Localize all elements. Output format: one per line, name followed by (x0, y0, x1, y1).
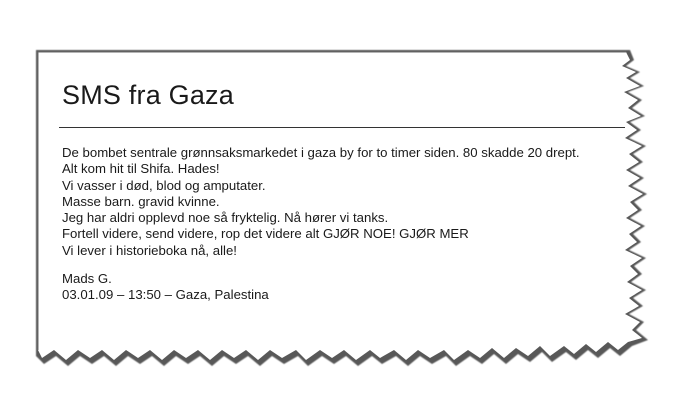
clipping-content (62, 78, 622, 303)
dateline: 03.01.09 – 13:50 – Gaza, Palestina (62, 287, 269, 303)
author-name: Mads G. (62, 271, 112, 286)
message-line: Masse barn. gravid kvinne. (62, 193, 220, 209)
signature-block (62, 271, 269, 304)
message-line: Jeg har aldri opplevd noe så fryktelig. Nå hører vi tanks. (62, 210, 389, 226)
message-line: Vi vasser i død, blod og amputater. (62, 177, 266, 193)
message-line: Fortell videre, send videre, rop det videre alt GJØR NOE! GJØR MER (62, 226, 469, 242)
message-line: Vi lever i historieboka nå, alle! (62, 242, 237, 258)
message-body (62, 145, 580, 259)
message-line: De bombet sentrale grønnsaksmarkedet i gaza by for to timer siden. 80 skadde 20 drept. (62, 145, 580, 160)
page-title: SMS fra Gaza (62, 80, 234, 110)
title-divider (59, 127, 625, 128)
message-line: Alt kom hit til Shifa. Hades! (62, 161, 220, 177)
